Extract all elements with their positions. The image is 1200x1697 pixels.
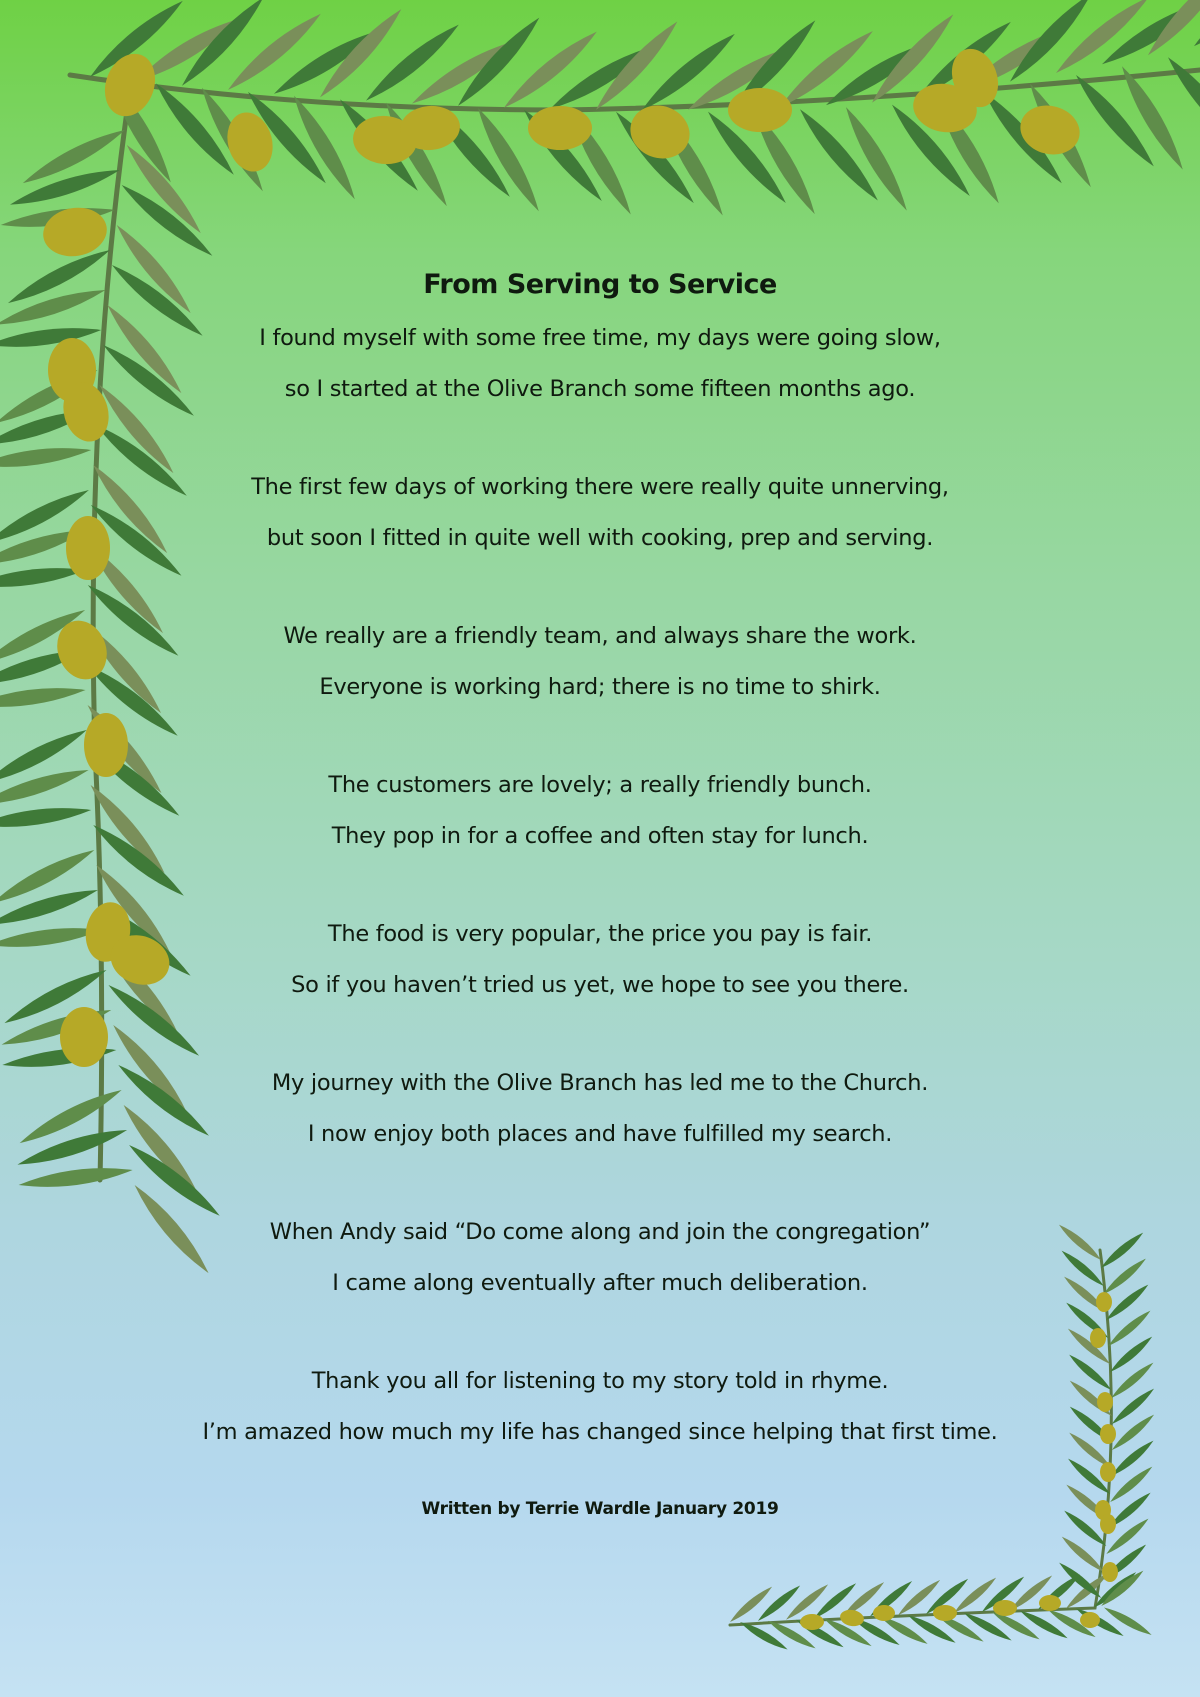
poem-line: We really are a friendly team, and always share the work. [283, 623, 917, 649]
olive-fruit [873, 1605, 895, 1621]
olive-leaf [1018, 1607, 1070, 1641]
stanza [0, 611, 1200, 713]
olive-leaf [1115, 62, 1190, 174]
poem-line: They pop in for a coffee and often stay for lunch. [331, 823, 869, 849]
stanza [0, 1058, 1200, 1160]
poem [0, 265, 1200, 1524]
poem-line: Thank you all for listening to my story told in rhyme. [311, 1368, 889, 1394]
poem-line: My journey with the Olive Branch has led me to the Church. [271, 1070, 929, 1096]
olive-fruit [728, 88, 792, 132]
poem-line: I found myself with some free time, my days were going slow, [259, 325, 941, 351]
stanza [0, 1207, 1200, 1309]
olive-fruit [800, 1614, 824, 1630]
olive-fruit [1102, 1562, 1118, 1582]
poem-line: I now enjoy both places and have fulfilled my search. [307, 1121, 893, 1147]
poem-line: When Andy said “Do come along and join the congregation” [269, 1219, 931, 1245]
poem-line: I came along eventually after much deliberation. [332, 1270, 868, 1296]
olive-leaf [951, 1575, 998, 1616]
poem-credit: Written by Terrie Wardle January 2019 [421, 1499, 779, 1519]
poem-line: The first few days of working there were really quite unnerving, [251, 474, 949, 500]
stanza [0, 462, 1200, 564]
poem-line: I’m amazed how much my life has changed since helping that first time. [202, 1419, 998, 1445]
poem-line: Everyone is working hard; there is no time to shirk. [319, 674, 881, 700]
olive-leaf [727, 1584, 774, 1625]
stanza [0, 909, 1200, 1011]
poem-line: The food is very popular, the price you pay is fair. [327, 921, 873, 947]
olive-leaf [590, 16, 683, 115]
olive-leaf [1102, 1604, 1154, 1638]
olive-fruit [528, 106, 592, 150]
stanza [0, 1356, 1200, 1458]
olive-fruit [1039, 1595, 1061, 1611]
poem-line: but soon I fitted in quite well with cooking, prep and serving. [266, 525, 934, 551]
olive-leaf [755, 1582, 802, 1623]
olive-fruit [933, 1605, 957, 1621]
olive-fruit [1080, 1612, 1100, 1628]
olive-fruit [993, 1600, 1017, 1616]
olive-leaf [8, 163, 122, 212]
poem-line: So if you haven’t tried us yet, we hope to see you there. [291, 972, 909, 998]
poem-title: From Serving to Service [423, 269, 777, 300]
poem-line: The customers are lovely; a really friendly bunch. [328, 772, 872, 798]
stanza [0, 760, 1200, 862]
poem-line: so I started at the Olive Branch some fifteen months ago. [284, 376, 916, 402]
stanza [0, 313, 1200, 415]
